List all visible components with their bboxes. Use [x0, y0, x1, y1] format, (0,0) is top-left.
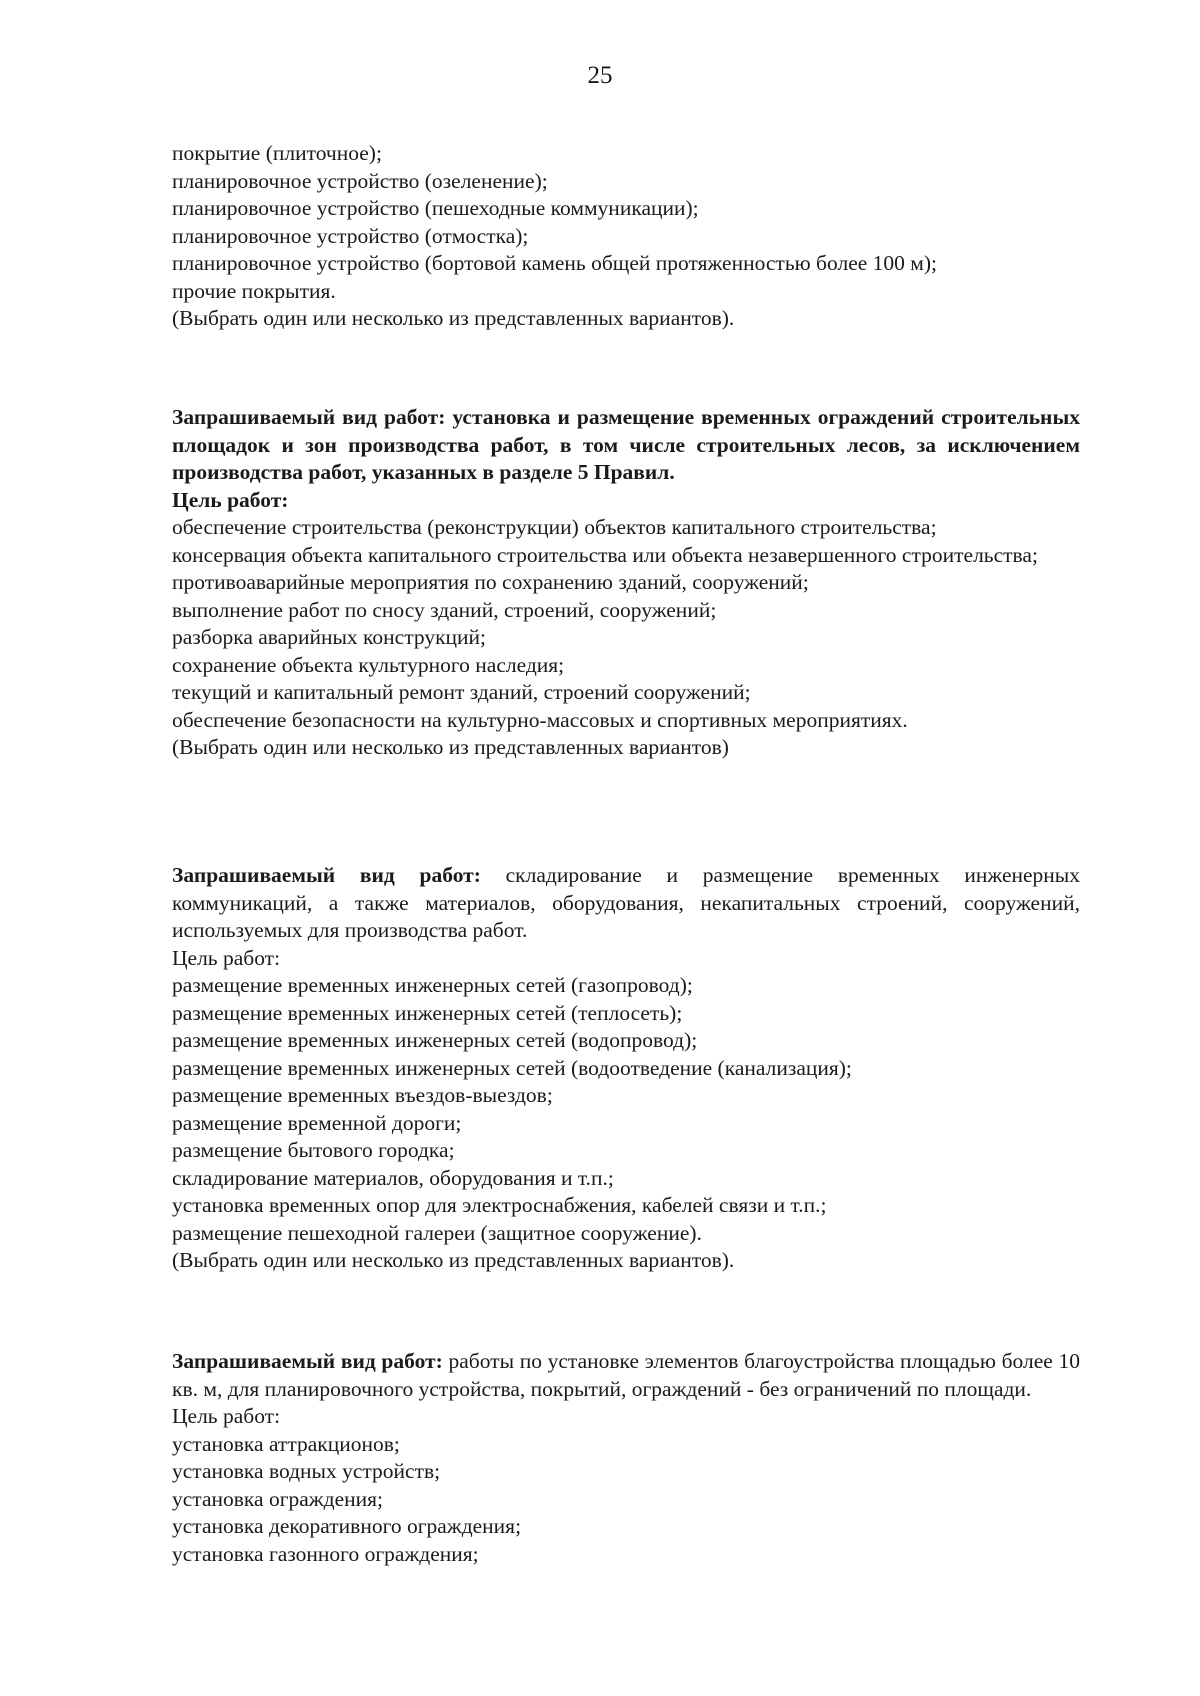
- heading-text: работы по установке элементов благоустройства площадью более 10 кв. м, для планировочного устройства, покрытий, ограждений - без ограничений по площади.: [172, 1349, 1080, 1401]
- heading-text: складирование и размещение временных инженерных коммуникаций, а также материалов, оборудования, некапитальных строений, сооружений, используемых для производства работ.: [172, 863, 1080, 942]
- list-item: противоаварийные мероприятия по сохранению зданий, сооружений;: [172, 570, 809, 594]
- list-item: планировочное устройство (пешеходные коммуникации);: [172, 196, 699, 220]
- list-item: размещение временной дороги;: [172, 1110, 462, 1135]
- heading-label: Запрашиваемый вид работ:: [172, 1349, 443, 1373]
- selection-note: (Выбрать один или несколько из представленных вариантов).: [172, 306, 735, 330]
- list-item: складирование материалов, оборудования и т.п.;: [172, 1165, 614, 1190]
- goal-label: Цель работ:: [172, 1404, 281, 1428]
- list-item: размещение временных въездов-выездов;: [172, 1083, 553, 1107]
- selection-note: (Выбрать один или несколько из представленных вариантов).: [172, 1248, 735, 1272]
- list-item: установка аттракционов;: [172, 1431, 400, 1456]
- list-item: планировочное устройство (озеленение);: [172, 168, 548, 193]
- list-item: размещение временных инженерных сетей (водоотведение (канализация);: [172, 1055, 852, 1080]
- heading-label: Запрашиваемый вид работ:: [172, 863, 481, 887]
- section-temporary-fencing: [172, 404, 1080, 762]
- top-list: [172, 140, 1080, 333]
- list-item: выполнение работ по сносу зданий, строений, сооружений;: [172, 597, 717, 622]
- page-number: 25: [587, 62, 613, 89]
- list-item: установка ограждения;: [172, 1486, 384, 1511]
- list-item: планировочное устройство (бортовой камень общей протяженностью более 100 м);: [172, 251, 938, 275]
- list-item: разборка аварийных конструкций;: [172, 625, 487, 649]
- list-item: сохранение объекта культурного наследия;: [172, 652, 565, 677]
- list-item: консервация объекта капитального строительства или объекта незавершенного строительства;: [172, 542, 1038, 567]
- goal-label: Цель работ:: [172, 487, 289, 512]
- list-item: установка декоративного ограждения;: [172, 1514, 522, 1538]
- list-item: размещение временных инженерных сетей (газопровод);: [172, 973, 693, 997]
- list-item: обеспечение безопасности на культурно-массовых и спортивных мероприятиях.: [172, 707, 908, 732]
- section-heading: Запрашиваемый вид работ: установка и размещение временных ограждений строительных площадок и зон производства работ, в том числе строительных лесов, за исключением производства работ, указанных в разделе 5 Правил.: [172, 405, 1080, 484]
- section-heading: [172, 862, 1080, 945]
- list-item: размещение временных инженерных сетей (теплосеть);: [172, 1000, 683, 1025]
- section-storage-utilities: [172, 862, 1080, 1275]
- list-item: установка газонного ограждения;: [172, 1541, 479, 1566]
- list-item: размещение пешеходной галереи (защитное сооружение).: [172, 1220, 702, 1245]
- section-heading: [172, 1348, 1080, 1403]
- list-item: покрытие (плиточное);: [172, 141, 382, 165]
- list-item: установка временных опор для электроснабжения, кабелей связи и т.п.;: [172, 1193, 827, 1217]
- selection-note: (Выбрать один или несколько из представленных вариантов): [172, 735, 729, 759]
- list-item: размещение временных инженерных сетей (водопровод);: [172, 1028, 698, 1052]
- goal-label: Цель работ:: [172, 945, 281, 970]
- list-item: размещение бытового городка;: [172, 1138, 455, 1162]
- list-item: планировочное устройство (отмостка);: [172, 223, 529, 248]
- list-item: установка водных устройств;: [172, 1459, 441, 1483]
- list-item: текущий и капитальный ремонт зданий, строений сооружений;: [172, 680, 751, 704]
- list-item: прочие покрытия.: [172, 278, 336, 303]
- list-item: обеспечение строительства (реконструкции) объектов капитального строительства;: [172, 515, 937, 539]
- section-landscaping-elements: [172, 1348, 1080, 1568]
